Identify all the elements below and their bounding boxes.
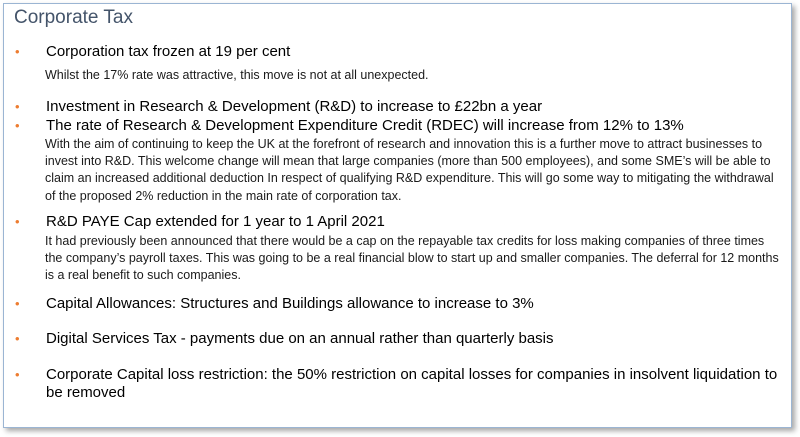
item-heading: Investment in Research & Development (R&D) to increase to £22bn a year bbox=[46, 98, 543, 115]
item-heading: Corporate Capital loss restriction: the 50% restriction on capital losses for companies in insolvent liquidation to be removed bbox=[46, 366, 778, 401]
bullet-icon: • bbox=[15, 214, 20, 229]
bullet-icon: • bbox=[15, 367, 20, 382]
bullet-icon: • bbox=[15, 44, 20, 59]
item-body: It had previously been announced that there would be a cap on the repayable tax credits for loss making companies of three times the company’s payroll taxes. This was going to be a real financial blow to start up and smaller companies. The deferral for 12 months is a real benefit to such companies. bbox=[45, 234, 779, 283]
corporate-tax-panel bbox=[3, 3, 792, 428]
item-heading: Digital Services Tax - payments due on an annual rather than quarterly basis bbox=[46, 330, 554, 347]
page-title: Corporate Tax bbox=[14, 7, 133, 28]
item-heading: Capital Allowances: Structures and Buildings allowance to increase to 3% bbox=[46, 295, 534, 312]
item-heading: The rate of Research & Development Expenditure Credit (RDEC) will increase from 12% to 13% bbox=[46, 117, 684, 134]
bullet-icon: • bbox=[15, 296, 20, 311]
item-body: Whilst the 17% rate was attractive, this move is not at all unexpected. bbox=[45, 68, 429, 82]
bullet-icon: • bbox=[15, 331, 20, 346]
item-heading: Corporation tax frozen at 19 per cent bbox=[46, 43, 291, 60]
bullet-icon: • bbox=[15, 118, 20, 133]
item-heading: R&D PAYE Cap extended for 1 year to 1 April 2021 bbox=[46, 213, 385, 230]
item-body: With the aim of continuing to keep the UK at the forefront of research and innovation this is a further move to attract businesses to invest into R&D. This welcome change will mean that large companies (more than 500 employees), and some SME’s will be able to claim an increased additional deduction In respect of qualifying R&D expenditure. This will go some way to mitigating the withdrawal of the proposed 2% reduction in the main rate of corporation tax. bbox=[45, 137, 774, 203]
bullet-icon: • bbox=[15, 99, 20, 114]
